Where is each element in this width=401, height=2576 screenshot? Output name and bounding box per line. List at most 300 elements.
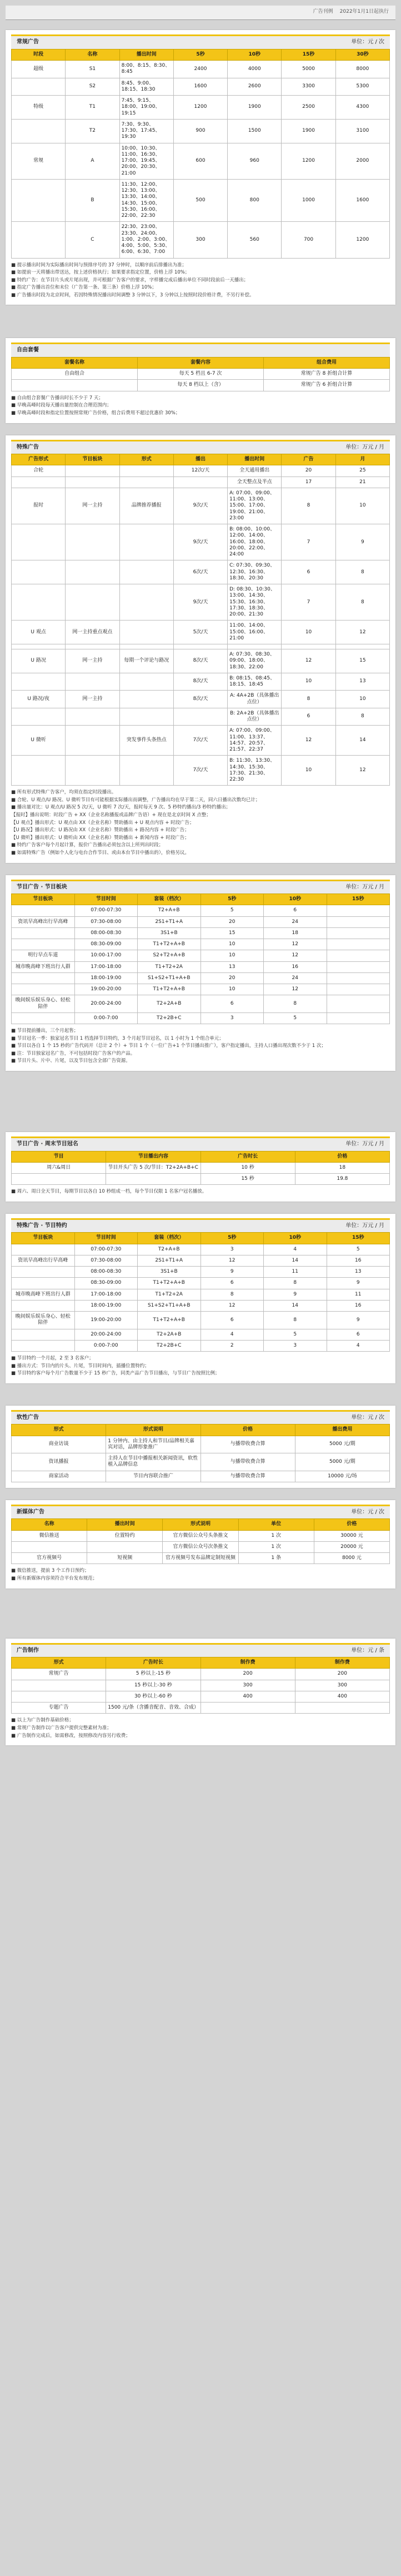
- table-row: [12, 560, 390, 584]
- table-cell: T1+T2+2A: [138, 1289, 201, 1300]
- table-cell: 960: [228, 143, 282, 179]
- note-line: ■ 所有新媒体内容须符合平台发布规范；: [11, 1576, 98, 1582]
- table-cell: 400: [295, 1691, 389, 1702]
- column-header: 播出费用: [295, 1425, 389, 1436]
- table-cell: 商家活动: [12, 1471, 106, 1482]
- table-cell: [12, 1012, 75, 1024]
- table-cell: 8000: [335, 61, 389, 78]
- table-cell: A: 07:30、08:30、09:00、18:00、18:30、22:00: [228, 649, 282, 673]
- section-header: [11, 1410, 390, 1425]
- table-cell: [12, 1244, 75, 1255]
- table-cell: [173, 708, 227, 726]
- table-cell: [327, 1012, 390, 1024]
- table-cell: 网一主持: [66, 649, 119, 673]
- table-cell: T1+T2+2A: [138, 961, 201, 972]
- note-line: ■ 播出方式：节目内的片头、片尾，节目时间内，插播位置特约；: [11, 1363, 149, 1369]
- table-cell: 10:00、10:30、11:00、16:30、17:00、19:45、20:00、20:30、21:00: [119, 143, 173, 179]
- column-header: 广告形式: [12, 454, 66, 465]
- column-header: 10秒: [264, 1233, 327, 1244]
- note-line: ■ 早晚高峰时段和指定位置按照常规广告价格，组合后费用不超过优惠价 30%；: [11, 410, 181, 416]
- rate-table: [11, 1232, 390, 1352]
- column-header: 价格: [200, 1425, 295, 1436]
- column-header: 形式说明: [106, 1425, 200, 1436]
- table-cell: 5: [327, 1244, 390, 1255]
- table-cell: 网一主持: [66, 691, 119, 708]
- table-cell: A: 07:00、09:00、11:00、13:00、15:00、17:00、19:00、21:00、23:00: [228, 488, 282, 524]
- table-cell: 24: [264, 916, 327, 927]
- table-cell: [119, 465, 173, 477]
- table-cell: 20:00-24:00: [74, 1329, 138, 1340]
- section-unit: 单位：万元 / 月: [345, 1141, 384, 1148]
- table-cell: 08:00-08:30: [74, 1267, 138, 1278]
- table-cell: 3S1+B: [138, 1267, 201, 1278]
- table-cell: 600: [173, 143, 227, 179]
- table-row: [12, 1669, 390, 1680]
- table-cell: A: [66, 143, 119, 179]
- table-cell: [66, 708, 119, 726]
- table-cell: 18:00-19:00: [74, 1300, 138, 1311]
- table-cell: 8: [335, 708, 389, 726]
- table-cell: 1500 元/条（含播音配音、音效、合成）: [106, 1703, 200, 1714]
- table-row: [12, 1530, 390, 1541]
- table-cell: 官方视频号: [12, 1553, 87, 1564]
- rate-table: [11, 1518, 390, 1564]
- note-line: ■ 节目片头、片中、片尾，以及节目包含全部广告资源。: [11, 1058, 131, 1064]
- column-header: 10秒: [228, 49, 282, 60]
- table-row: [12, 984, 390, 995]
- table-cell: 16: [264, 961, 327, 972]
- note-line: 【报时】播出说明：时段广告 + XX（企业名称播报或品牌广告语）+ 现在是北京时间 X 点整；: [11, 812, 211, 818]
- section-title: 自由套餐: [17, 347, 39, 354]
- table-row: [12, 621, 390, 644]
- table-cell: 3: [264, 1340, 327, 1351]
- section-s6: [6, 1214, 395, 1383]
- table-cell: S2+T2+A+B: [138, 950, 201, 961]
- table-cell: [12, 119, 66, 143]
- table-cell: [295, 1703, 389, 1714]
- note-line: ■ 合轮、U 观点/U 路况、U 微听节目有可能根据实际播出而调整，广告播出均在早于第二天，同六日播出次数均已计；: [11, 797, 260, 803]
- column-header: 形式: [119, 454, 173, 465]
- column-header: 播出: [173, 454, 227, 465]
- column-header: 套装（档次）: [138, 894, 201, 905]
- table-cell: T2+A+B: [138, 1244, 201, 1255]
- note-line: 【U 路况】播出形式：U 路况由 XX（企业名称）赞助播出 + 路况内容 + 时段广告；: [11, 827, 189, 833]
- table-cell: C: 07:30、09:30、12:30、16:30、18:30、20:30: [228, 560, 282, 584]
- table-cell: 0:00-7:00: [74, 1012, 138, 1024]
- table-cell: B: 11:30、13:30、14:30、15:30、17:30、21:30、22:30: [228, 756, 282, 786]
- table-cell: S1+S2+T1+A+B: [138, 1300, 201, 1311]
- rate-table: [11, 1151, 390, 1185]
- table-row: [12, 649, 390, 673]
- notes: [11, 1567, 390, 1582]
- column-header: 节目: [12, 1151, 106, 1162]
- table-cell: 0:00-7:00: [74, 1340, 138, 1351]
- table-cell: 周六&周日: [12, 1162, 106, 1173]
- column-header: 节目板块: [12, 1233, 75, 1244]
- table-cell: 8次/天: [173, 691, 227, 708]
- table-row: [12, 78, 390, 96]
- column-header: 15秒: [327, 894, 390, 905]
- table-cell: [12, 1691, 106, 1702]
- table-cell: 5000 元/期: [295, 1453, 389, 1471]
- table-cell: 常规广告 6 折组合计算: [264, 380, 390, 391]
- table-cell: 3: [200, 1012, 264, 1024]
- note-line: ■ 自由组合套餐广告播出时长不少于 7 天；: [11, 395, 104, 401]
- table-cell: S2: [66, 78, 119, 96]
- table-cell: [12, 644, 66, 649]
- table-cell: 15: [335, 649, 389, 673]
- table-cell: 16: [327, 1300, 390, 1311]
- table-cell: 17:00-18:00: [74, 1289, 138, 1300]
- table-cell: [66, 673, 119, 691]
- table-cell: T2+2B+C: [138, 1012, 201, 1024]
- table-row: [12, 1471, 390, 1482]
- table-cell: 晚间娱乐娱乐身心、轻松陪伴: [12, 1312, 75, 1329]
- table-cell: [12, 380, 138, 391]
- section-unit: 单位：万元 / 月: [345, 1222, 384, 1229]
- table-cell: 官方视频号发布品牌定制短视频: [163, 1553, 238, 1564]
- table-cell: 20: [282, 465, 335, 477]
- table-cell: [12, 1340, 75, 1351]
- table-cell: A: 4A+2B（具体播出点位）: [228, 691, 282, 708]
- table-cell: U 微听: [12, 726, 66, 756]
- note-line: ■ 播出量对比：U 观点/U 路况 5 次/天，U 微听 7 次/天，报时每天 9 次、5 秒特约播出/3 秒特约播出；: [11, 805, 231, 811]
- table-cell: 2600: [228, 78, 282, 96]
- column-header: 播出时间: [228, 454, 282, 465]
- table-cell: 12: [264, 950, 327, 961]
- table-cell: 10: [200, 939, 264, 950]
- section-title: 节目广告 · 节目板块: [17, 884, 67, 890]
- table-row: [12, 1703, 390, 1714]
- section-s4: [6, 875, 395, 1071]
- table-row: [12, 1300, 390, 1311]
- table-cell: 21: [335, 477, 389, 488]
- table-cell: 12次/天: [173, 465, 227, 477]
- table-cell: 07:30-08:00: [74, 916, 138, 927]
- table-cell: 网一主持: [66, 488, 119, 524]
- sections: [6, 30, 395, 1745]
- table-cell: [327, 995, 390, 1013]
- table-cell: 官方微信公众号次条推文: [163, 1541, 238, 1552]
- table-cell: 9: [264, 1289, 327, 1300]
- note-line: ■ 所有形式特殊广告客户，均须在指定时段播出。: [11, 790, 117, 796]
- table-cell: 10000 元/场: [295, 1471, 389, 1482]
- section-title: 常规广告: [17, 39, 39, 46]
- table-cell: 9次/天: [173, 524, 227, 560]
- table-row: [12, 756, 390, 786]
- table-row: [12, 222, 390, 258]
- table-cell: 1200: [335, 222, 389, 258]
- table-cell: 13: [200, 961, 264, 972]
- table-cell: 城市晚高峰下班出行人群: [12, 961, 75, 972]
- table-cell: 7次/天: [173, 726, 227, 756]
- table-cell: 专题广告: [12, 1703, 106, 1714]
- table-cell: 5: [200, 905, 264, 916]
- table-cell: T2+2A+B: [138, 1329, 201, 1340]
- table-cell: 晚间娱乐娱乐身心、轻松陪伴: [12, 995, 75, 1013]
- table-cell: 7: [282, 584, 335, 621]
- column-header: 名称: [12, 1519, 87, 1530]
- table-cell: 6: [327, 1329, 390, 1340]
- table-cell: 12: [335, 621, 389, 644]
- section-unit: 单位：元 / 次: [351, 1414, 384, 1421]
- table-cell: [12, 984, 75, 995]
- table-cell: 1 次: [238, 1530, 314, 1541]
- table-cell: 8: [200, 1289, 264, 1300]
- table-cell: [12, 1174, 106, 1185]
- table-row: [12, 1255, 390, 1266]
- table-cell: 12: [335, 756, 389, 786]
- section-s8: [6, 1500, 395, 1589]
- table-cell: [173, 644, 227, 649]
- table-cell: 400: [200, 1691, 295, 1702]
- column-header: 制作费: [200, 1657, 295, 1669]
- table-cell: [12, 222, 66, 258]
- table-cell: 18:00-19:00: [74, 972, 138, 984]
- table-cell: 10: [282, 621, 335, 644]
- table-cell: 1 次: [238, 1541, 314, 1552]
- section-s9: [6, 1639, 395, 1746]
- column-header: 形式: [12, 1425, 106, 1436]
- table-cell: [119, 477, 173, 488]
- table-cell: 14: [264, 1300, 327, 1311]
- table-cell: [335, 644, 389, 649]
- table-cell: [327, 972, 390, 984]
- table-row: [12, 972, 390, 984]
- table-row: [12, 939, 390, 950]
- table-cell: 6: [282, 708, 335, 726]
- table-cell: 明行早点车道: [12, 950, 75, 961]
- table-cell: 7次/天: [173, 756, 227, 786]
- section-header: [11, 1505, 390, 1519]
- section-header: [11, 1136, 390, 1151]
- section-header: [11, 343, 390, 357]
- table-cell: 560: [228, 222, 282, 258]
- table-cell: [12, 756, 66, 786]
- table-cell: 2500: [282, 96, 335, 120]
- table-cell: 1900: [228, 96, 282, 120]
- table-cell: 11: [264, 1267, 327, 1278]
- table-cell: 1 条: [238, 1553, 314, 1564]
- table-cell: [119, 691, 173, 708]
- table-cell: 短视频: [87, 1553, 163, 1564]
- table-cell: 30000 元: [314, 1530, 389, 1541]
- column-header: 月: [335, 454, 389, 465]
- table-cell: U 路况: [12, 649, 66, 673]
- table-cell: [66, 477, 119, 488]
- column-header: 价格: [314, 1519, 389, 1530]
- note-line: ■ 微信推送，提前 3 个工作日预约；: [11, 1568, 89, 1574]
- note-line: ■ 特约广告客户每个月起计算，报价广告播出必须包含以上所列出时段；: [11, 842, 164, 848]
- table-row: [12, 524, 390, 560]
- notes: [11, 789, 390, 857]
- table-cell: [12, 1329, 75, 1340]
- section-s1: [6, 30, 395, 305]
- table-cell: 07:00-07:30: [74, 1244, 138, 1255]
- table-cell: 11:00、14:00、15:00、16:00、21:00: [228, 621, 282, 644]
- column-header: 套装（档次）: [138, 1233, 201, 1244]
- column-header: 时段: [12, 49, 66, 60]
- table-cell: 4: [264, 1244, 327, 1255]
- table-cell: S1+S2+T1+A+B: [138, 972, 201, 984]
- table-cell: 5000: [282, 61, 335, 78]
- table-cell: 9: [327, 1278, 390, 1289]
- table-cell: 9次/天: [173, 584, 227, 621]
- table-cell: 700: [282, 222, 335, 258]
- table-row: [12, 1541, 390, 1552]
- table-cell: 20:00-24:00: [74, 995, 138, 1013]
- table-cell: 资讯早高峰出行早高峰: [12, 1255, 75, 1266]
- table-cell: 6: [282, 560, 335, 584]
- table-cell: [282, 644, 335, 649]
- section-unit: 单位：万元 / 月: [345, 884, 384, 890]
- table-cell: 5: [264, 1012, 327, 1024]
- column-header: 5秒: [200, 894, 264, 905]
- table-cell: 10 秒: [200, 1162, 295, 1173]
- table-cell: 8000 元: [314, 1553, 389, 1564]
- table-cell: B: 2A+2B（具体播出点位）: [228, 708, 282, 726]
- table-cell: 2S1+T1+A: [138, 1255, 201, 1266]
- section-header: [11, 1218, 390, 1233]
- rate-table: [11, 49, 390, 259]
- table-cell: 5次/天: [173, 621, 227, 644]
- column-header: 5秒: [173, 49, 227, 60]
- table-cell: 900: [173, 119, 227, 143]
- table-cell: 商业访谈: [12, 1436, 106, 1453]
- note-line: ■ 注：节目独家冠名广告，不可包括时段广告客户的产品。: [11, 1050, 136, 1056]
- table-cell: 6: [200, 1278, 264, 1289]
- section-header: [11, 880, 390, 894]
- column-header: 形式: [12, 1657, 106, 1669]
- section-title: 节日广告 · 周末节目冠名: [17, 1141, 78, 1148]
- table-cell: 8: [282, 488, 335, 524]
- table-cell: 18: [264, 927, 327, 939]
- table-cell: 12: [282, 649, 335, 673]
- table-row: [12, 644, 390, 649]
- table-cell: 8次/天: [173, 673, 227, 691]
- column-header: 套餐内容: [138, 357, 264, 368]
- table-cell: [66, 756, 119, 786]
- rate-table: [11, 1657, 390, 1714]
- section-header: [11, 34, 390, 49]
- table-cell: 位置特约: [87, 1530, 163, 1541]
- note-line: ■ 广告播出时段为北京时间，若因特殊情况播出时间调整 3 分钟以下，3 分钟以上按照时段价格计费，不另行补偿。: [11, 292, 254, 298]
- table-cell: 5 秒以上-15 秒: [106, 1669, 200, 1680]
- table-cell: 20000 元: [314, 1541, 389, 1552]
- table-cell: [66, 524, 119, 560]
- table-cell: [327, 961, 390, 972]
- table-cell: 与播带收费合算: [200, 1453, 295, 1471]
- table-row: [12, 1680, 390, 1691]
- table-cell: 10: [200, 950, 264, 961]
- table-row: [12, 1329, 390, 1340]
- table-cell: U 观点: [12, 621, 66, 644]
- table-cell: T1+T2+A+B: [138, 984, 201, 995]
- table-cell: 网一主持重点观点: [66, 621, 119, 644]
- table-row: [12, 1012, 390, 1024]
- table-cell: 3S1+B: [138, 927, 201, 939]
- table-cell: 10: [200, 984, 264, 995]
- table-cell: T1+T2+A+B: [138, 1312, 201, 1329]
- table-row: [12, 1174, 390, 1185]
- table-cell: [119, 708, 173, 726]
- table-cell: D: 08:30、10:30、13:00、14:30、15:30、16:30、17:30、18:30、20:00、21:30: [228, 584, 282, 621]
- table-cell: [228, 644, 282, 649]
- table-cell: U 路况/夜: [12, 691, 66, 708]
- section-title: 软性广告: [17, 1414, 39, 1421]
- table-cell: 15 秒: [200, 1174, 295, 1185]
- rate-table: [11, 1424, 390, 1482]
- table-row: [12, 1244, 390, 1255]
- column-header: 广告: [282, 454, 335, 465]
- table-row: [12, 465, 390, 477]
- table-cell: 14: [335, 726, 389, 756]
- note-line: ■ 指定广告播出首位和末位（广告第一条、第三条）价格上浮 10%；: [11, 285, 157, 291]
- table-cell: 19.8: [295, 1174, 389, 1185]
- table-cell: T1: [66, 96, 119, 120]
- table-cell: 7: [282, 524, 335, 560]
- table-cell: [119, 524, 173, 560]
- table-cell: 17:00-18:00: [74, 961, 138, 972]
- note-line: ■ 节目提前播出，三个月起售；: [11, 1028, 79, 1034]
- table-cell: [12, 524, 66, 560]
- notes: [11, 395, 390, 418]
- note-line: ■ 如需特殊广告（例如个人化与电台合作节目、或由本台节目中播出的），价格另议。: [11, 850, 189, 856]
- table-cell: B: 08:15、08:45、18:15、18:45: [228, 673, 282, 691]
- table-cell: 8:00、8:15、8:30、8:45: [119, 61, 173, 78]
- table-cell: 6: [200, 1312, 264, 1329]
- column-header: 制作费: [295, 1657, 389, 1669]
- table-cell: 4300: [335, 96, 389, 120]
- topbar-date: 2022年1月1日起执行: [339, 9, 389, 14]
- section-s7: [6, 1406, 395, 1488]
- table-row: [12, 673, 390, 691]
- note-line: ■ 如提前一天将播出带送达，按上述价格执行；如果要求指定位置，价格上浮 10%；: [11, 270, 190, 276]
- table-cell: 报时: [12, 488, 66, 524]
- table-cell: 资讯播报: [12, 1453, 106, 1471]
- table-cell: [119, 560, 173, 584]
- table-cell: [66, 560, 119, 584]
- table-cell: 24: [264, 972, 327, 984]
- table-cell: 1 分钟内、由主持人和节目/品牌相关嘉宾对话，品牌形象推广: [106, 1436, 200, 1453]
- table-row: [12, 477, 390, 488]
- table-row: [12, 905, 390, 916]
- column-header: 节目时间: [74, 1233, 138, 1244]
- table-cell: 节目内容联合推广: [106, 1471, 200, 1482]
- table-cell: 全天整点及半点: [228, 477, 282, 488]
- table-cell: 4: [327, 1340, 390, 1351]
- notes: [11, 1028, 390, 1065]
- table-cell: 8: [335, 584, 389, 621]
- table-cell: 品牌推荐播报: [119, 488, 173, 524]
- table-row: [12, 691, 390, 708]
- table-cell: [327, 927, 390, 939]
- table-cell: [106, 1174, 200, 1185]
- table-cell: [12, 1300, 75, 1311]
- column-header: 播出时间: [87, 1519, 163, 1530]
- table-cell: [66, 726, 119, 756]
- section-unit: 单位：万元 / 月: [345, 444, 384, 450]
- table-cell: T1+T2+A+B: [138, 1278, 201, 1289]
- section-unit: 单位：元 / 次: [351, 39, 384, 46]
- table-row: [12, 950, 390, 961]
- table-row: [12, 995, 390, 1013]
- table-cell: 08:30-09:00: [74, 939, 138, 950]
- table-cell: 每天 5 档且 6-7 次: [138, 369, 264, 380]
- table-cell: 每期一个评论与路况: [119, 649, 173, 673]
- table-cell: B: [66, 179, 119, 222]
- table-cell: 9: [200, 1267, 264, 1278]
